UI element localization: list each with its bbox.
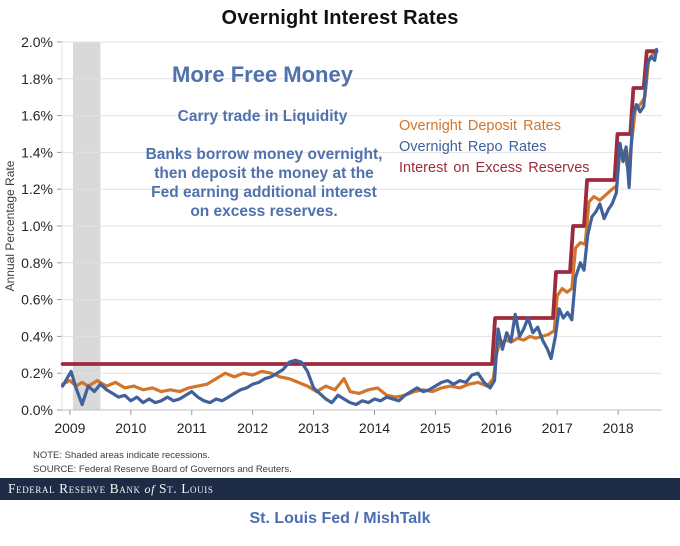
y-axis-title: Annual Percentage Rate: [3, 160, 17, 292]
y-tick-label: 1.0%: [21, 218, 53, 234]
source-text: SOURCE: Federal Reserve Board of Governors and Reuters.: [33, 464, 292, 475]
legend-item-deposit: Overnight Deposit Rates: [399, 118, 561, 134]
fed-bank-banner: [0, 478, 680, 500]
y-tick-label: 0.8%: [21, 254, 53, 271]
x-tick-label: 2012: [237, 420, 269, 436]
annotation-subhead: Carry trade in Liquidity: [177, 108, 348, 125]
x-tick-label: 2013: [297, 420, 330, 436]
series-line-1: [63, 49, 657, 404]
y-tick-label: 1.6%: [21, 107, 53, 124]
x-tick-label: 2016: [480, 420, 512, 436]
x-tick-label: 2017: [541, 420, 573, 436]
x-tick-label: 2010: [115, 420, 147, 436]
y-tick-label: 0.0%: [21, 402, 53, 418]
y-tick-label: 1.4%: [21, 144, 53, 161]
y-tick-label: 1.8%: [21, 70, 53, 87]
credit-line: St. Louis Fed / MishTalk: [249, 510, 431, 527]
y-tick-label: 1.2%: [21, 181, 53, 198]
series-line-0: [63, 51, 657, 397]
x-tick-label: 2011: [176, 420, 207, 436]
y-tick-label: 0.4%: [21, 328, 53, 345]
annotation-headline: More Free Money: [172, 62, 353, 87]
x-tick-label: 2014: [358, 420, 391, 436]
y-tick-label: 2.0%: [21, 34, 53, 50]
bank-name-post: St. Louis: [155, 481, 214, 496]
page-title: Overnight Interest Rates: [221, 7, 459, 29]
y-tick-label: 0.2%: [21, 365, 53, 382]
y-tick-label: 0.6%: [21, 291, 53, 308]
bank-name-of: of: [144, 482, 156, 496]
x-tick-label: 2015: [419, 420, 451, 436]
legend-item-ioer: Interest on Excess Reserves: [399, 160, 590, 176]
annotation-body: Banks borrow money overnight, then deposit the money at the Fed earning additional interest on excess reserves.: [145, 146, 383, 220]
x-tick-label: 2018: [602, 420, 634, 436]
x-tick-label: 2009: [54, 420, 86, 436]
note-text: NOTE: Shaded areas indicate recessions.: [33, 450, 210, 461]
bank-name-pre: Federal Reserve Bank: [8, 481, 145, 496]
chart-legend: [399, 116, 590, 179]
legend-item-repo: Overnight Repo Rates: [399, 139, 547, 155]
